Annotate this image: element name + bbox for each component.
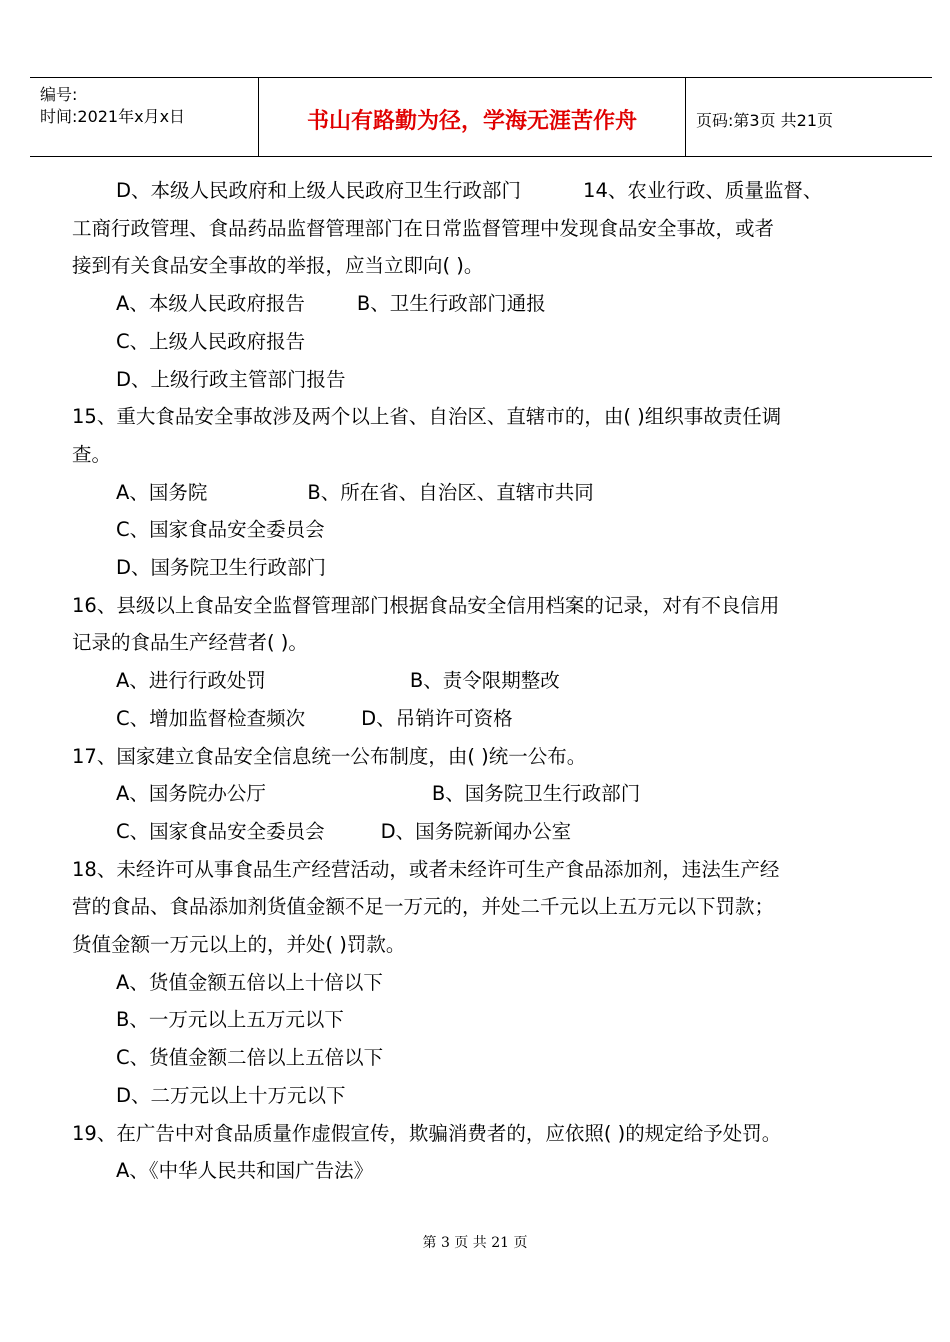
- option-line: [72, 474, 872, 512]
- question-line: [72, 1115, 872, 1153]
- option-text: C、货值金额二倍以上五倍以下: [116, 1046, 384, 1070]
- line-text: 查。: [72, 442, 112, 466]
- line-text: 14、农业行政、质量监督、: [583, 179, 823, 202]
- option-text: B、国务院卫生行政部门: [431, 782, 641, 806]
- option-line: [72, 361, 872, 399]
- option-text: A、国务院办公厅: [116, 782, 266, 806]
- option-text: D、上级行政主管部门报告: [116, 367, 346, 391]
- document-body: [72, 172, 872, 1190]
- question-text: 15、重大食品安全事故涉及两个以上省、自治区、直辖市的，由( )组织事故责任调: [72, 405, 782, 429]
- option-text: B、一万元以上五万元以下: [116, 1008, 344, 1032]
- option-text: D、二万元以上十万元以下: [116, 1083, 346, 1107]
- question-line: [72, 587, 872, 625]
- option-line: [72, 323, 872, 361]
- option-text: A、进行行政处罚: [116, 669, 266, 693]
- option-text: B、卫生行政部门通报: [356, 292, 546, 316]
- option-line: [72, 1039, 872, 1077]
- option-line: [72, 1077, 872, 1115]
- question-line: [72, 851, 872, 889]
- time-label: 时间:2021年x月x日: [40, 107, 186, 126]
- option-text: D、吊销许可资格: [361, 706, 513, 730]
- text-line: [72, 247, 872, 285]
- option-text: C、增加监督检查频次: [116, 706, 306, 730]
- text-line: [72, 210, 872, 248]
- option-line: [72, 813, 872, 851]
- header-motto-cell: [258, 78, 686, 156]
- line-text: 营的食品、食品添加剂货值金额不足一万元的，并处二千元以上五万元以下罚款；: [72, 895, 775, 919]
- page-number-label: 页码:第3页 共21页: [696, 111, 834, 130]
- option-line: [72, 662, 872, 700]
- option-line: [72, 964, 872, 1002]
- line-text: 工商行政管理、食品药品监督管理部门在日常监督管理中发现食品安全事故，或者: [72, 216, 775, 240]
- line-text: 记录的食品生产经营者( )。: [72, 631, 308, 655]
- page-footer: 第 3 页 共 21 页: [422, 1235, 528, 1251]
- option-line: [72, 549, 872, 587]
- page-header: [30, 77, 932, 157]
- question-text: 16、县级以上食品安全监督管理部门根据食品安全信用档案的记录，对有不良信用: [72, 593, 780, 617]
- option-text: A、货值金额五倍以上十倍以下: [116, 970, 383, 994]
- question-line: [72, 738, 872, 776]
- text-line: [72, 624, 872, 662]
- option-line: [72, 1001, 872, 1039]
- text-line: [72, 888, 872, 926]
- line-text: 货值金额一万元以上的，并处( )罚款。: [72, 933, 406, 957]
- text-line: [72, 436, 872, 474]
- option-line: [72, 285, 872, 323]
- question-text: 19、在广告中对食品质量作虚假宣传，欺骗消费者的，应依照( )的规定给予处罚。: [72, 1121, 782, 1145]
- text-line: [72, 172, 872, 210]
- header-info-cell: [30, 78, 258, 156]
- option-line: [72, 775, 872, 813]
- line-text: D、本级人民政府和上级人民政府卫生行政部门: [116, 179, 522, 202]
- option-line: [72, 1152, 872, 1190]
- option-text: A、国务院: [116, 480, 208, 504]
- text-line: [72, 926, 872, 964]
- option-line: [72, 700, 872, 738]
- option-text: A、《中华人民共和国广告法》: [116, 1159, 374, 1183]
- option-text: D、国务院新闻办公室: [380, 819, 572, 843]
- option-line: [72, 511, 872, 549]
- number-label: 编号:: [40, 85, 78, 104]
- question-line: [72, 398, 872, 436]
- option-text: C、上级人民政府报告: [116, 329, 306, 353]
- header-page-cell: [686, 78, 932, 156]
- line-text: 接到有关食品安全事故的举报，应当立即向( )。: [72, 254, 484, 278]
- option-text: C、国家食品安全委员会: [116, 819, 325, 843]
- question-text: 17、国家建立食品安全信息统一公布制度，由( )统一公布。: [72, 744, 587, 768]
- option-text: C、国家食品安全委员会: [116, 518, 325, 542]
- option-text: B、所在省、自治区、直辖市共同: [307, 480, 594, 504]
- option-text: D、国务院卫生行政部门: [116, 556, 327, 580]
- motto-text: 书山有路勤为径，学海无涯苦作舟: [306, 108, 637, 134]
- option-text: A、本级人民政府报告: [116, 292, 305, 316]
- option-text: B、责令限期整改: [409, 669, 560, 693]
- question-text: 18、未经许可从事食品生产经营活动，或者未经许可生产食品添加剂，违法生产经: [72, 857, 780, 881]
